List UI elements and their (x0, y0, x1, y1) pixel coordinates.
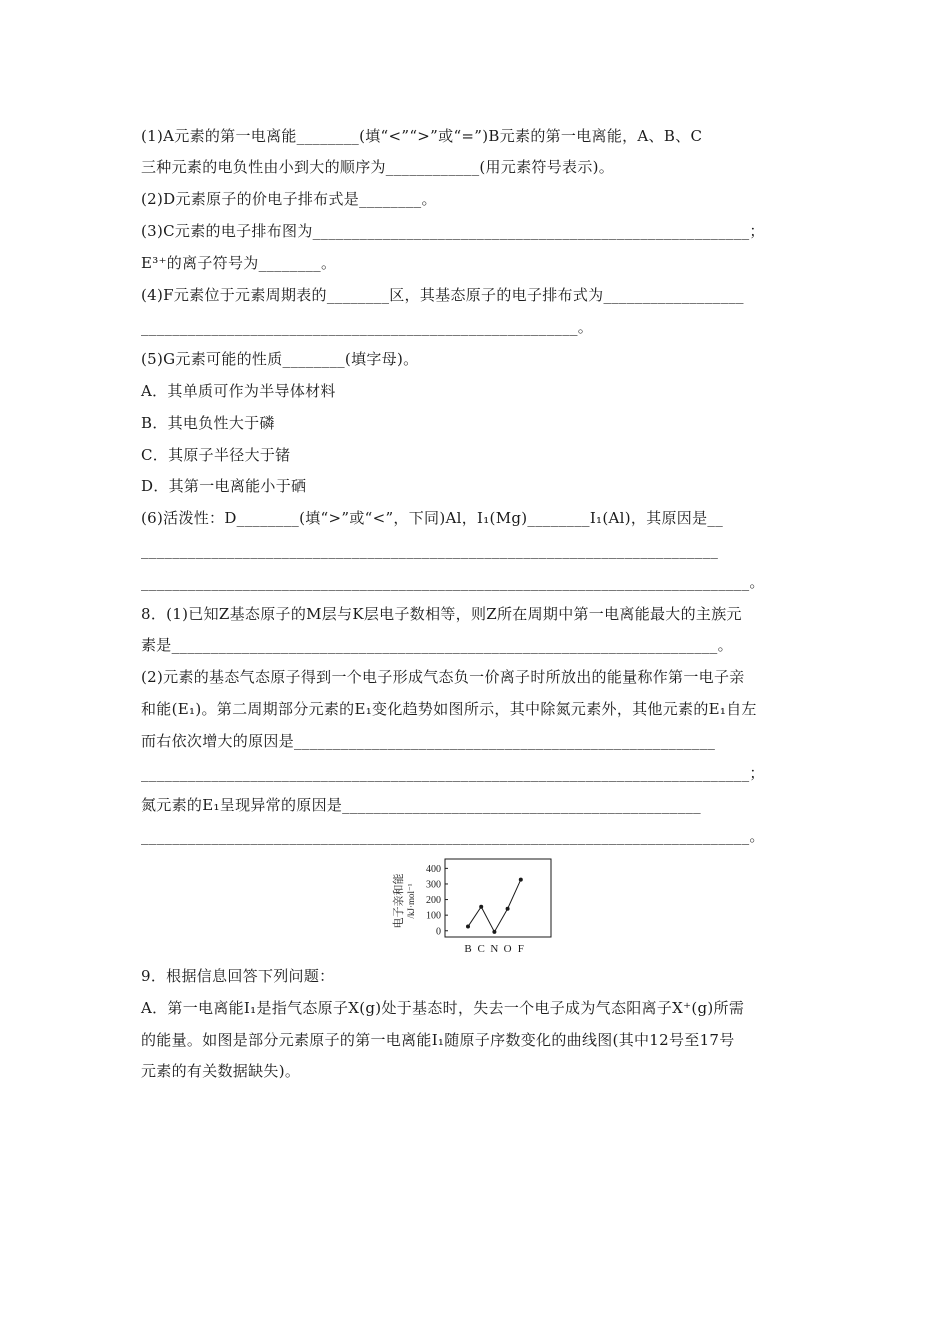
chart-marks (466, 878, 523, 934)
y-axis-title-line1: 电子亲和能 (393, 873, 405, 929)
electron-affinity-chart (392, 855, 562, 957)
q8-part1-line1: 8．(1)已知Z基态原子的M层与K层电子数相等，则Z所在周期中第一电离能最大的主族元 (141, 605, 742, 623)
q7-part6-line2: __________________________________________________________________________ (141, 541, 719, 559)
series-line (468, 880, 521, 932)
q7-part6-line3: ______________________________________________________________________________。 (141, 573, 765, 591)
x-tick-label: F (517, 943, 524, 955)
option-b: B．其电负性大于磷 (141, 414, 275, 432)
q9-a-line2: 的能量。如图是部分元素原子的第一电离能I₁随原子序数变化的曲线图(其中12号至17号 (141, 1031, 735, 1049)
q7-part6-line1: (6)活泼性：D________(填“>”或“<”，下同)Al，I₁(Mg)________I₁(Al)，其原因是__ (141, 509, 723, 527)
y-axis-title-line2: /kJ·mol⁻¹ (406, 883, 416, 919)
q8-part2-line5: 氮元素的E₁呈现异常的原因是______________________________________________ (141, 796, 701, 814)
q8-part2-line4: ______________________________________________________________________________； (141, 764, 765, 782)
q8-part2-line1: (2)元素的基态气态原子得到一个电子形成气态负一价离子时所放出的能量称作第一电子亲 (141, 668, 745, 686)
option-d: D．其第一电离能小于硒 (141, 477, 307, 495)
x-tick-label: N (490, 943, 499, 955)
y-tick-label: 100 (426, 910, 441, 922)
q7-part2: (2)D元素原子的价电子排布式是________。 (141, 190, 437, 208)
option-a: A．其单质可作为半导体材料 (141, 382, 336, 400)
data-point-C (479, 905, 483, 909)
data-point-B (466, 925, 470, 929)
y-tick-label: 200 (426, 895, 441, 907)
option-c: C．其原子半径大于锗 (141, 446, 291, 464)
y-tick-label: 0 (436, 926, 441, 938)
data-point-F (519, 878, 523, 882)
q7-part4-line2: ________________________________________________________。 (141, 318, 594, 336)
q8-part2-line2: 和能(E₁)。第二周期部分元素的E₁变化趋势如图所示，其中除氮元素外，其他元素的E₁自左 (141, 700, 757, 718)
x-tick-labels (464, 943, 524, 955)
y-axis-title (392, 874, 416, 929)
q7-part1-line2: 三种元素的电负性由小到大的顺序为____________(用元素符号表示)。 (141, 158, 615, 176)
y-tick-label: 300 (426, 879, 441, 891)
q8-part1-line2: 素是______________________________________________________________________。 (141, 636, 733, 654)
q7-part3-line1: (3)C元素的电子排布图为________________________________________________________； (141, 222, 765, 240)
q8-part2-line6: ______________________________________________________________________________。 (141, 827, 765, 845)
q9-a-line3: 元素的有关数据缺失)。 (141, 1062, 301, 1080)
x-tick-label: O (503, 943, 512, 955)
x-tick-label: C (477, 943, 485, 955)
data-point-N (492, 930, 496, 934)
q9-heading: 9．根据信息回答下列问题： (141, 967, 335, 985)
y-tick-label: 400 (426, 863, 441, 875)
q7-part5: (5)G元素可能的性质________(填字母)。 (141, 350, 419, 368)
data-point-O (506, 907, 510, 911)
q9-a-line1: A．第一电离能I₁是指气态原子X(g)处于基态时，失去一个电子成为气态阳离子X⁺(g)所需 (141, 999, 745, 1017)
q7-part4-line1: (4)F元素位于元素周期表的________区，其基态原子的电子排布式为__________________ (141, 286, 744, 304)
q8-part2-line3: 而右依次增大的原因是______________________________________________________ (141, 732, 716, 750)
q7-part3-line2: E³⁺的离子符号为________。 (141, 254, 337, 272)
x-tick-label: B (464, 943, 472, 955)
q7-part1-line1: (1)A元素的第一电离能________(填“<”“>”或“=”)B元素的第一电离能，A、B、C (141, 127, 703, 145)
